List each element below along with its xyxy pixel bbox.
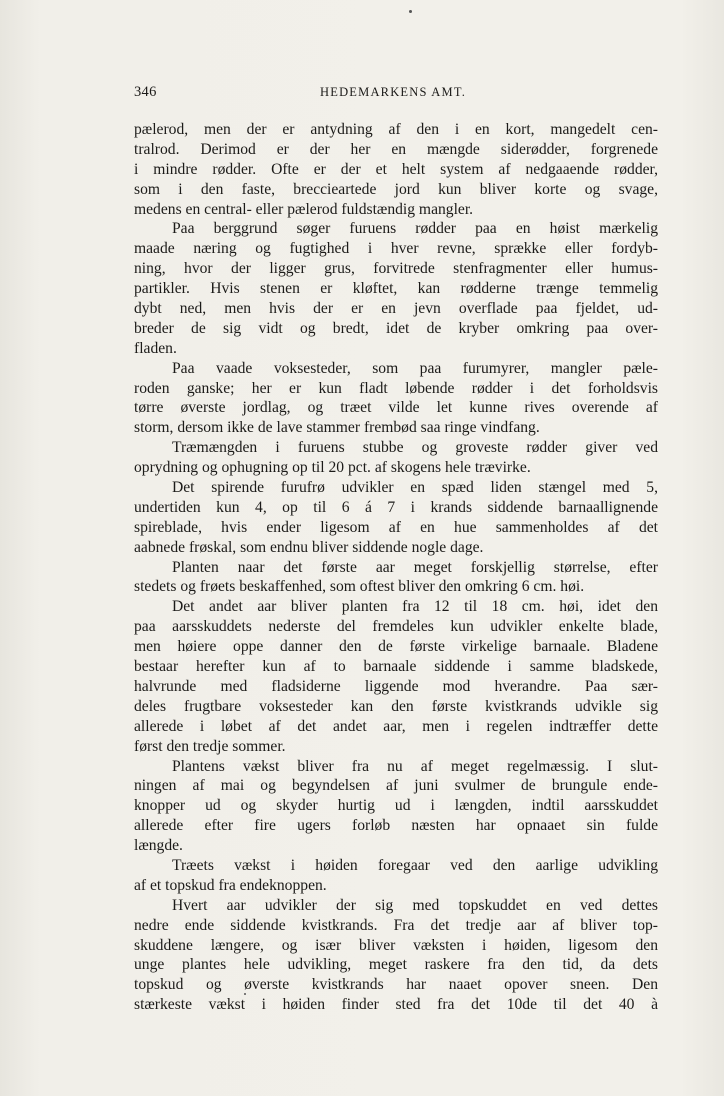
text-line: dybt ned, men hvis der er en jevn overflade paa fjeldet, ud- xyxy=(134,300,658,318)
paragraph xyxy=(134,597,658,756)
paragraph xyxy=(134,478,658,558)
text-line: ning, hvor der ligger grus, forvitrede stenfragmenter eller humus- xyxy=(134,260,658,278)
paragraph xyxy=(134,120,658,219)
body-text xyxy=(134,120,658,1015)
text-line: som i den faste, breccieartede jord kun bliver korte og svage, xyxy=(134,180,658,198)
paragraph xyxy=(134,757,658,856)
text-line: halvrunde med fladsiderne liggende mod hverandre. Paa sær- xyxy=(134,677,658,695)
print-speck-top xyxy=(409,10,412,13)
text-line: fladen. xyxy=(134,339,177,357)
text-line: storm, dersom ikke de lave stammer frembød saa ringe vindfang. xyxy=(134,419,540,437)
paragraph xyxy=(134,896,658,1015)
text-line: nedre ende siddende kvistkrands. Fra det tredje aar af bliver top- xyxy=(134,916,658,934)
text-line: oprydning og ophugning op til 20 pct. af skogens hele trævirke. xyxy=(134,459,531,477)
text-line: unge plantes hele udvikling, meget raskere fra den tid, da dets xyxy=(134,956,658,974)
text-line: aabnede frøskal, som endnu bliver siddende nogle dage. xyxy=(134,538,484,556)
text-line: allerede efter fire ugers forløb næsten har opnaaet sin fulde xyxy=(134,817,658,835)
text-line: partikler. Hvis stenen er kløftet, kan rødderne trænge temmelig xyxy=(134,280,658,298)
text-line: Træets vækst i høiden foregaar ved den aarlige udvikling xyxy=(172,856,658,874)
text-line: paa aarsskuddets nederste del fremdeles kun udvikler enkelte blade, xyxy=(134,618,658,636)
paragraph xyxy=(134,558,658,598)
text-line: længde. xyxy=(134,837,183,855)
page-header xyxy=(134,84,658,106)
text-line: pælerod, men der er antydning af den i en kort, mangedelt cen- xyxy=(134,121,658,138)
text-line: først den tredje sommer. xyxy=(134,737,286,755)
text-line: knopper ud og skyder hurtig ud i længden, indtil aarsskuddet xyxy=(134,797,658,815)
text-line: maade næring og fugtighed i hver revne, sprække eller fordyb- xyxy=(134,240,658,258)
text-line: stærkeste vækst i høiden finder sted fra det 10de til det 40 à xyxy=(134,996,658,1014)
paragraph xyxy=(134,219,658,358)
text-line: Paa berggrund søger furuens rødder paa en høist mærkelig xyxy=(172,220,658,238)
text-line: men høiere oppe danner den de første virkelige barnaale. Bladene xyxy=(134,638,658,656)
text-line: skuddene længere, og især bliver væksten i høiden, ligesom den xyxy=(134,936,658,954)
text-line: breder de sig vidt og bredt, idet de kryber omkring paa over- xyxy=(134,319,658,337)
text-line: undertiden kun 4, op til 6 á 7 i krands siddende barnaallignende xyxy=(134,498,658,516)
paragraph xyxy=(134,438,658,478)
running-head: HEDEMARKENS AMT. xyxy=(320,85,467,99)
text-line: Plantens vækst bliver fra nu af meget regelmæssig. I slut- xyxy=(172,757,658,775)
text-line: Paa vaade voksesteder, som paa furumyrer, mangler pæle- xyxy=(172,359,658,377)
page-number: 346 xyxy=(134,84,157,100)
text-line: af et topskud fra endeknoppen. xyxy=(134,876,327,894)
text-line: deles frugtbare voksesteder kan den første kvistkrands udvikle sig xyxy=(134,697,658,715)
text-line: tralrod. Derimod er der her en mængde siderødder, forgrenede xyxy=(134,140,658,158)
text-line: ningen af mai og begyndelsen af juni svulmer de brungule ende- xyxy=(134,777,658,795)
text-line: Det spirende furufrø udvikler en spæd liden stængel med 5, xyxy=(172,479,658,497)
text-line: allerede i løbet af det andet aar, men i regelen indtræffer dette xyxy=(134,717,658,735)
text-line: bestaar herefter kun af to barnaale siddende i samme bladskede, xyxy=(134,658,658,676)
text-line: i mindre rødder. Ofte er der et helt system af nedgaaende rødder, xyxy=(134,160,658,178)
paragraph xyxy=(134,359,658,439)
text-line: stedets og frøets beskaffenhed, som oftest bliver den omkring 6 cm. høi. xyxy=(134,578,585,596)
text-line: Hvert aar udvikler der sig med topskuddet en ved dettes xyxy=(172,896,658,914)
text-line: tørre øverste jordlag, og træet vilde let kunne rives overende af xyxy=(134,399,658,417)
text-line: Planten naar det første aar meget forskjellig størrelse, efter xyxy=(172,558,658,576)
text-line: medens en central- eller pælerod fuldstændig mangler. xyxy=(134,200,474,218)
text-line: roden ganske; her er kun fladt løbende rødder i det forholdsvis xyxy=(134,379,658,397)
text-line: spireblade, hvis ender ligesom af en hue sammenholdes af det xyxy=(134,518,658,536)
paragraph xyxy=(134,856,658,896)
text-line: Træmængden i furuens stubbe og groveste rødder giver ved xyxy=(172,439,658,457)
text-line: topskud og øverste kvistkrands har naaet opover sneen. Den xyxy=(134,976,658,994)
text-line: Det andet aar bliver planten fra 12 til 18 cm. høi, idet den xyxy=(172,598,658,616)
